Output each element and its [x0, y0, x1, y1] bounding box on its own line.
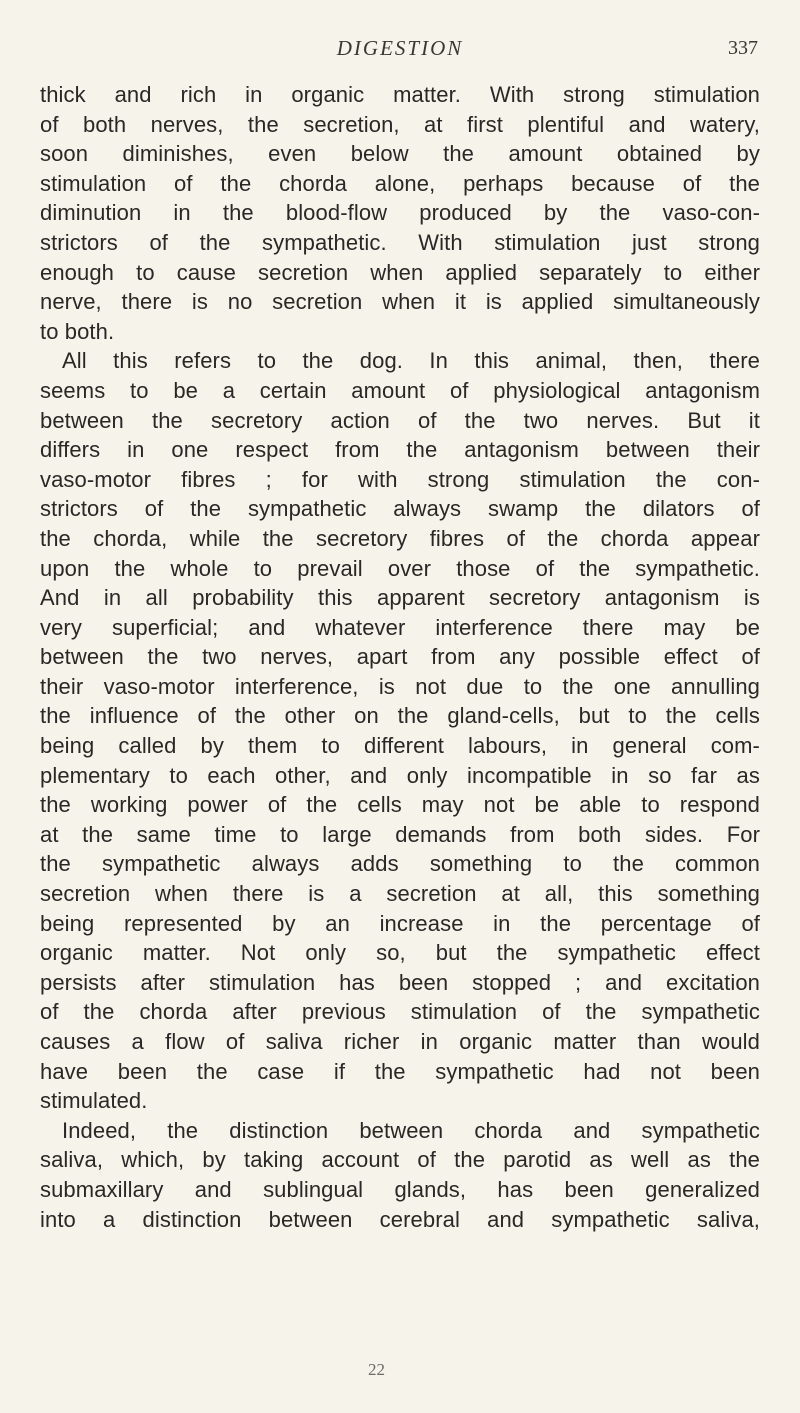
text-line: the sympathetic always adds something to the common [40, 851, 760, 877]
text-line: at the same time to large demands from both sides. For [40, 821, 760, 847]
text-line: being called by them to different labours, in general com- [40, 733, 760, 759]
text-line: strictors of the sympathetic always swamp the dilators of [40, 496, 760, 522]
text-line: vaso-motor fibres ; for with strong stimulation the con- [40, 466, 760, 492]
signature-mark: 22 [368, 1360, 385, 1379]
text-line: of both nerves, the secretion, at first plentiful and watery, [40, 111, 760, 137]
text-line: the influence of the other on the gland-cells, but to the cells [40, 703, 760, 729]
text-line: into a distinction between cerebral and sympathetic saliva, [40, 1206, 760, 1232]
text-line: secretion when there is a secretion at all, this something [40, 881, 760, 907]
text-line: nerve, there is no secretion when it is applied simultaneously [40, 289, 760, 315]
text-line: of the chorda after previous stimulation of the sympathetic [40, 999, 760, 1025]
text-line: strictors of the sympathetic. With stimulation just strong [40, 229, 760, 255]
text-line: have been the case if the sympathetic had not been [40, 1058, 760, 1084]
text-line: organic matter. Not only so, but the sympathetic effect [40, 940, 760, 966]
text-line: stimulated. [40, 1088, 148, 1114]
text-line: enough to cause secretion when applied separately to either [40, 259, 760, 285]
text-line: saliva, which, by taking account of the parotid as well as the [40, 1147, 760, 1173]
text-line: differs in one respect from the antagonism between their [40, 437, 760, 463]
text-line: thick and rich in organic matter. With strong stimulation [40, 82, 760, 107]
text-line: the chorda, while the secretory fibres of the chorda appear [40, 525, 760, 551]
text-line: plementary to each other, and only incompatible in so far as [40, 762, 760, 788]
text-line: causes a flow of saliva richer in organic matter than would [40, 1029, 760, 1054]
text-line: to both. [40, 318, 115, 344]
text-line: upon the whole to prevail over those of the sympathetic. [40, 555, 760, 581]
text-line: All this refers to the dog. In this animal, then, there [62, 348, 760, 374]
text-line: Indeed, the distinction between chorda and sympathetic [62, 1117, 760, 1143]
text-line: very superficial; and whatever interference there may be [40, 614, 760, 640]
text-line: being represented by an increase in the percentage of [40, 910, 760, 936]
running-title: DIGESTION [336, 36, 464, 60]
text-line: seems to be a certain amount of physiological antagonism [40, 377, 760, 403]
text-line: soon diminishes, even below the amount obtained by [40, 141, 760, 167]
paragraph [40, 80, 760, 346]
text-line: the working power of the cells may not be able to respond [40, 792, 760, 818]
text-line: stimulation of the chorda alone, perhaps because of the [40, 170, 760, 196]
text-line: submaxillary and sublingual glands, has been generalized [40, 1176, 760, 1202]
paragraph [40, 346, 760, 1115]
page-number: 337 [728, 37, 758, 59]
text-line: their vaso-motor interference, is not due to the one annulling [40, 673, 760, 699]
body-text [40, 80, 760, 1234]
text-line: between the secretory action of the two nerves. But it [40, 407, 760, 433]
paragraph [40, 1116, 760, 1234]
text-line: between the two nerves, apart from any possible effect of [40, 644, 760, 670]
text-line: And in all probability this apparent secretory antagonism is [40, 585, 760, 611]
text-line: diminution in the blood-flow produced by the vaso-con- [40, 200, 760, 226]
running-head [40, 36, 760, 64]
text-line: persists after stimulation has been stopped ; and excitation [40, 969, 760, 995]
